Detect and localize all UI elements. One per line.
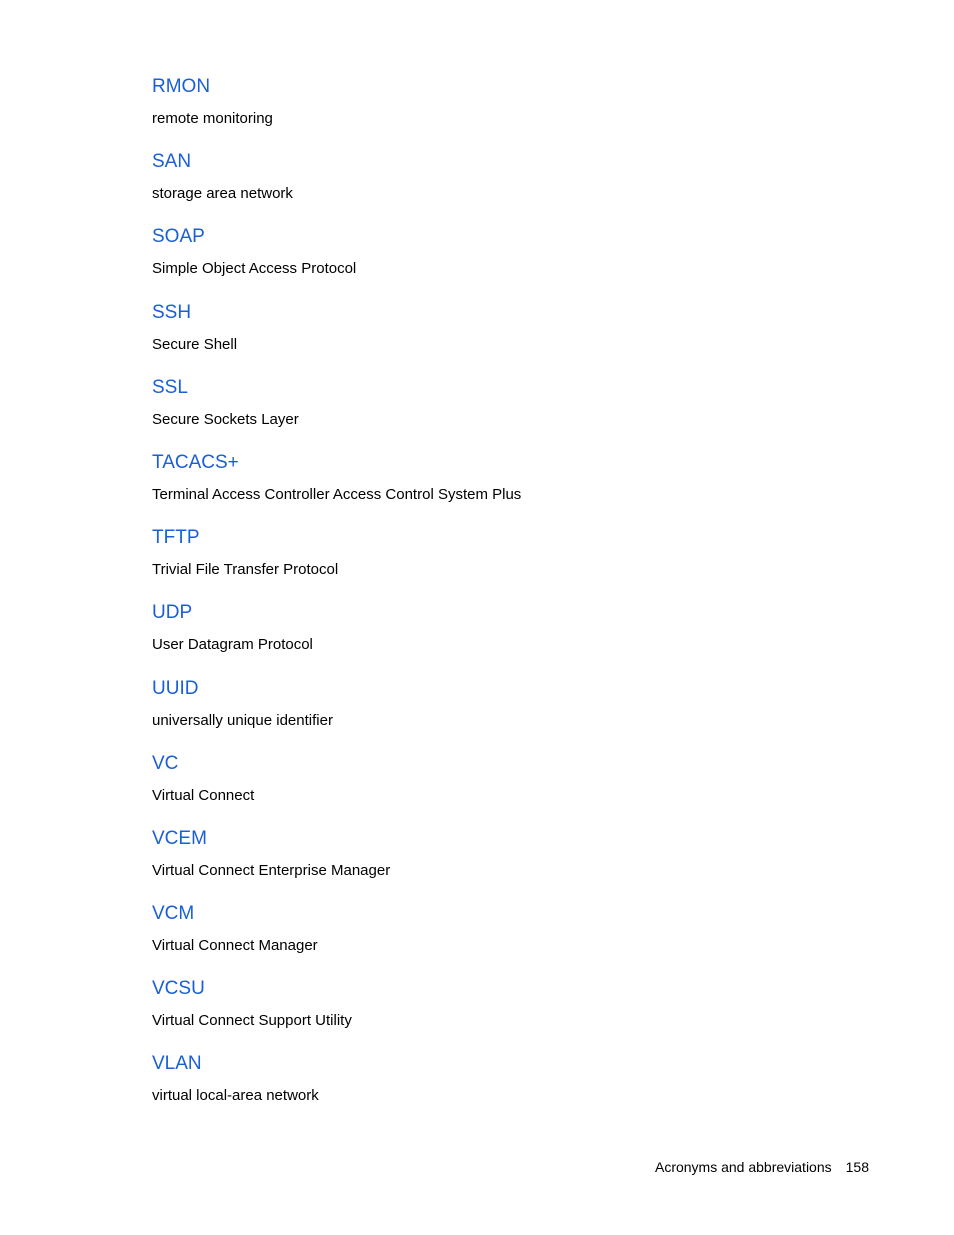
- glossary-definition: universally unique identifier: [152, 711, 333, 729]
- glossary-entry: [152, 676, 852, 751]
- glossary-definition: Simple Object Access Protocol: [152, 260, 357, 278]
- glossary-definition: Secure Shell: [152, 335, 238, 353]
- glossary-term: TACACS+: [152, 451, 239, 473]
- glossary-entry: [152, 74, 852, 149]
- glossary-definition: Virtual Connect Enterprise Manager: [152, 861, 391, 879]
- glossary-entry: [152, 149, 852, 224]
- glossary-entry: [152, 300, 852, 375]
- glossary-list: [152, 74, 852, 1127]
- glossary-term: SOAP: [152, 226, 205, 248]
- footer-section-title: Acronyms and abbreviations: [654, 1159, 832, 1175]
- page-footer: [655, 1157, 869, 1177]
- glossary-term: SSL: [152, 376, 188, 398]
- glossary-term: SAN: [152, 151, 192, 173]
- glossary-entry: [152, 826, 852, 901]
- glossary-definition: storage area network: [152, 185, 293, 203]
- glossary-definition: remote monitoring: [152, 110, 273, 127]
- glossary-term: VLAN: [152, 1053, 202, 1075]
- glossary-term: RMON: [152, 76, 211, 97]
- glossary-definition: Virtual Connect: [152, 786, 255, 804]
- glossary-term: TFTP: [152, 527, 200, 549]
- glossary-definition: Virtual Connect Manager: [152, 937, 318, 955]
- glossary-definition: Terminal Access Controller Access Control System Plus: [152, 485, 522, 503]
- glossary-definition: User Datagram Protocol: [152, 636, 313, 654]
- glossary-definition: Secure Sockets Layer: [152, 410, 299, 428]
- glossary-entry: [152, 1051, 852, 1126]
- glossary-entry: [152, 525, 852, 600]
- glossary-entry: [152, 901, 852, 976]
- page-number: 158: [845, 1159, 869, 1175]
- glossary-term: VC: [152, 752, 179, 774]
- glossary-definition: Virtual Connect Support Utility: [152, 1012, 352, 1030]
- glossary-term: UUID: [152, 677, 199, 699]
- glossary-term: VCSU: [152, 978, 205, 1000]
- glossary-term: UDP: [152, 602, 193, 624]
- glossary-term: SSH: [152, 301, 192, 323]
- glossary-entry: [152, 600, 852, 675]
- glossary-entry: [152, 751, 852, 826]
- glossary-term: VCEM: [152, 827, 207, 849]
- glossary-definition: Trivial File Transfer Protocol: [152, 561, 339, 579]
- glossary-entry: [152, 450, 852, 525]
- glossary-entry: [152, 375, 852, 450]
- glossary-definition: virtual local-area network: [152, 1087, 319, 1105]
- glossary-entry: [152, 976, 852, 1051]
- glossary-entry: [152, 224, 852, 299]
- glossary-term: VCM: [152, 903, 195, 925]
